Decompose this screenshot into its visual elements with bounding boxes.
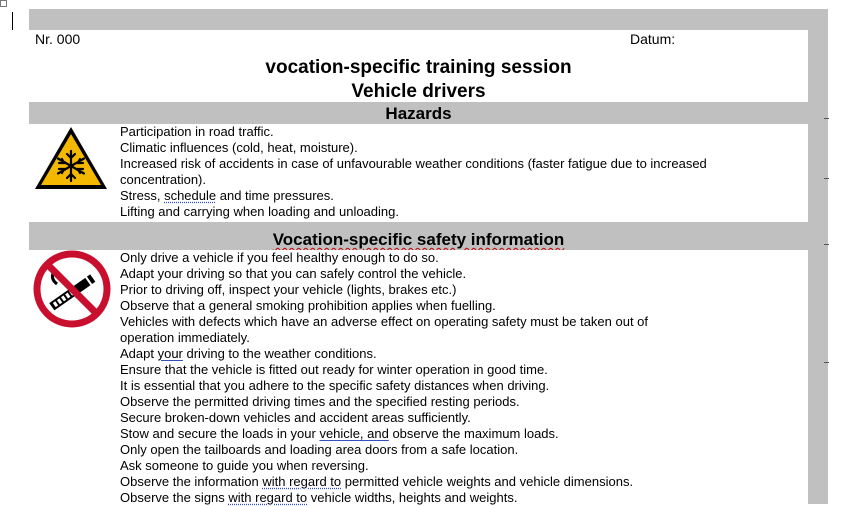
cold-warning-icon bbox=[33, 125, 109, 191]
hazards-section bbox=[29, 124, 808, 222]
date-label: Datum: bbox=[630, 31, 676, 47]
spellcheck-marked-text: with regard to bbox=[228, 490, 308, 505]
list-item: Only drive a vehicle if you feel healthy enough to do so. bbox=[120, 250, 439, 265]
list-item: Lifting and carrying when loading and unloading. bbox=[120, 204, 399, 219]
list-item: Climatic influences (cold, heat, moisture). bbox=[120, 140, 358, 155]
list-item-text: vehicle widths, heights and weights. bbox=[307, 490, 518, 505]
spellcheck-marked-text: vehicle, and bbox=[319, 426, 389, 441]
document-title: vocation-specific training session bbox=[265, 57, 572, 78]
list-item bbox=[120, 426, 648, 442]
list-item: Adapt your driving so that you can safely control the vehicle. bbox=[120, 266, 467, 281]
list-item: operation immediately. bbox=[120, 330, 250, 345]
margin-marks bbox=[824, 118, 830, 378]
list-item bbox=[120, 188, 707, 204]
list-item: Vehicles with defects which have an adverse effect on operating safety must be taken out of bbox=[120, 314, 649, 329]
list-item-text: driving to the weather conditions. bbox=[182, 346, 377, 361]
header-section bbox=[29, 30, 808, 102]
document-number: Nr. 000 bbox=[35, 31, 81, 47]
list-item: Only open the tailboards and loading area doors from a safe location. bbox=[120, 442, 519, 457]
hazards-heading: Hazards bbox=[29, 104, 808, 124]
list-item bbox=[120, 474, 648, 490]
list-item bbox=[120, 346, 648, 362]
list-item: Increased risk of accidents in case of unfavourable weather conditions (faster fatigue due to increased bbox=[120, 156, 707, 171]
list-item-text: Observe the signs bbox=[120, 490, 229, 505]
page-corner-marker bbox=[0, 0, 7, 7]
list-item-text: Stress, bbox=[120, 188, 165, 203]
spellcheck-marked-text: with regard to bbox=[262, 474, 342, 489]
list-item: Secure broken-down vehicles and accident areas sufficiently. bbox=[120, 410, 471, 425]
list-item-text: observe the maximum loads. bbox=[388, 426, 559, 441]
list-item: Prior to driving off, inspect your vehicle (lights, brakes etc.) bbox=[120, 282, 457, 297]
list-item: concentration). bbox=[120, 172, 206, 187]
list-item-text: Stow and secure the loads in your bbox=[120, 426, 320, 441]
safety-list bbox=[120, 250, 648, 506]
spellcheck-marked-text: schedule bbox=[164, 188, 217, 203]
list-item: Observe that a general smoking prohibition applies when fuelling. bbox=[120, 298, 496, 313]
list-item-text: and time pressures. bbox=[216, 188, 334, 203]
list-item: Observe the permitted driving times and the specified resting periods. bbox=[120, 394, 520, 409]
list-item-text: permitted vehicle weights and vehicle dimensions. bbox=[341, 474, 634, 489]
list-item-text: Observe the information bbox=[120, 474, 263, 489]
hazards-list bbox=[120, 124, 707, 220]
list-item: Participation in road traffic. bbox=[120, 124, 274, 139]
spellcheck-marked-text: your bbox=[157, 346, 183, 361]
safety-heading-text: Vocation-specific safety information bbox=[272, 230, 565, 249]
list-item: Ask someone to guide you when reversing. bbox=[120, 458, 369, 473]
text-cursor bbox=[12, 12, 13, 30]
list-item: It is essential that you adhere to the specific safety distances when driving. bbox=[120, 378, 550, 393]
no-smoking-icon bbox=[33, 250, 111, 328]
safety-section bbox=[29, 250, 808, 504]
list-item: Ensure that the vehicle is fitted out ready for winter operation in good time. bbox=[120, 362, 548, 377]
document-subtitle: Vehicle drivers bbox=[351, 81, 486, 102]
list-item-text: Adapt bbox=[120, 346, 158, 361]
safety-heading bbox=[29, 230, 808, 250]
